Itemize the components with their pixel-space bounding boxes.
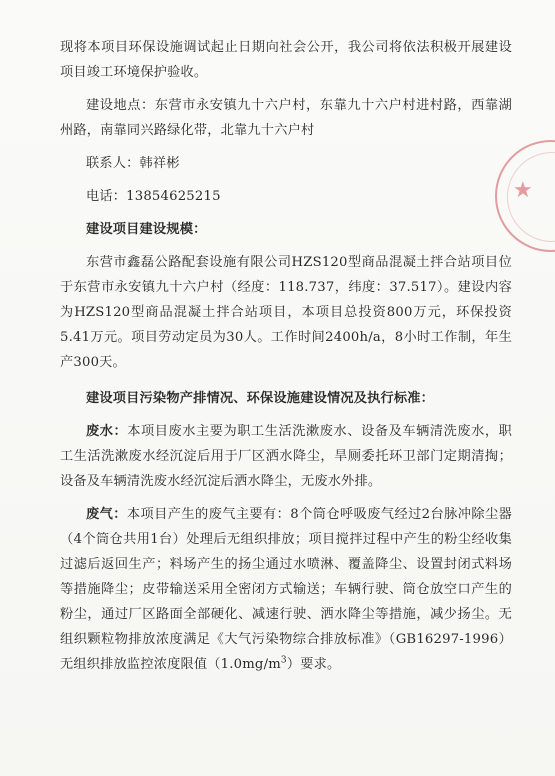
exhaust-unit-superscript: 3	[280, 655, 287, 666]
wastewater-label: 废水：	[86, 424, 128, 439]
scale-heading: 建设项目建设规模：	[86, 222, 207, 237]
contact-phone: 电话：13854625215	[86, 189, 221, 204]
document-body	[60, 35, 512, 677]
exhaust-label: 废气：	[86, 507, 127, 522]
pollution-heading: 建设项目污染物产排情况、环保设施建设情况及执行标准：	[86, 391, 435, 406]
intro-paragraph: 现将本项目环保设施调试起止日期向社会公开，我公司将依法积极开展建设项目竣工环境保护验收。	[60, 40, 512, 80]
scale-body: 东营市鑫磊公路配套设施有限公司HZS120型商品混凝土拌合站项目位于东营市永安镇九十六户村（经度：118.737，纬度：37.517）。建设内容为HZS120型商品混凝土拌合站项目，本项目总投资800万元，环保投资5.41万元。项目劳动定员为30人。工作时间2400h/a，8小时工作制，年生产300天。	[60, 255, 512, 370]
construction-location: 建设地点：东营市永安镇九十六户村，东靠九十六户村进村路，西靠湖州路，南靠同兴路绿化带，北靠九十六户村	[60, 98, 512, 138]
exhaust-tail: ）要求。	[286, 657, 341, 672]
wastewater-body: 本项目废水主要为职工生活洗漱废水、设备及车辆清洗废水，职工生活洗漱废水经沉淀后用于厂区洒水降尘，旱厕委托环卫部门定期清掏；设备及车辆清洗废水经沉淀后洒水降尘，无废水外排。	[60, 424, 512, 489]
seal-star-icon: ★	[513, 178, 533, 203]
wastewater-paragraph	[60, 419, 512, 494]
contact-person: 联系人：韩祥彬	[86, 156, 180, 171]
exhaust-body: 本项目产生的废气主要有：8个筒仓呼吸废气经过2台脉冲除尘器（4个筒仓共用1台）处理后无组织排放；项目搅拌过程中产生的粉尘经收集过滤后返回生产；料场产生的扬尘通过水喷淋、覆盖降尘、设置封闭式料场等措施降尘；皮带输送采用全密闭方式输送；车辆行驶、筒仓放空口产生的粉尘，通过厂区路面全部硬化、减速行驶、洒水降尘等措施，减少扬尘。无组织颗粒物排放浓度满足《大气污染物综合排放标准》（GB16297-1996）无组织排放监控浓度限值（1.0mg/m	[60, 507, 512, 672]
exhaust-paragraph	[60, 502, 512, 677]
